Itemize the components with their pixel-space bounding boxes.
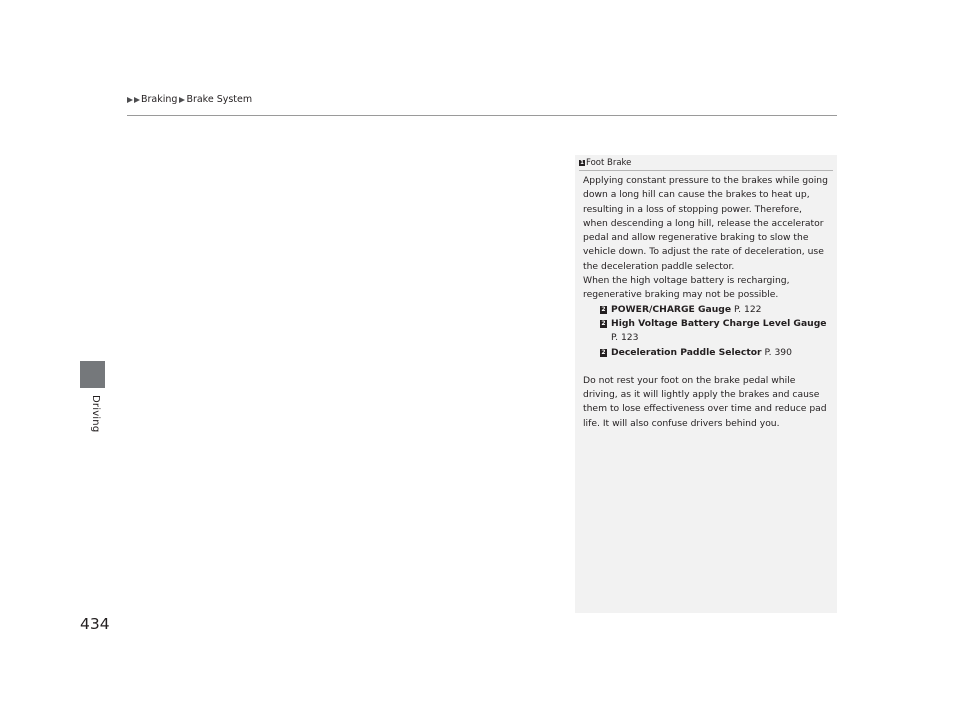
breadcrumb-item-brake-system[interactable]: Brake System bbox=[186, 94, 253, 105]
reference-title[interactable]: Deceleration Paddle Selector bbox=[611, 346, 762, 358]
paragraph: Applying constant pressure to the brakes while going down a long hill can cause the brakes to heat up, resulting in a loss of stopping power. Therefore, when descending a long hill, release the accelerator pedal and allow regenerative braking to slow the vehicle down. To adjust the rate of deceleration, use the deceleration paddle selector. bbox=[583, 175, 828, 272]
header-rule bbox=[127, 115, 837, 116]
arrow-icon bbox=[134, 97, 140, 103]
paragraph: Do not rest your foot on the brake pedal while driving, as it will lightly apply the brakes and cause them to lose effectiveness over time and reduce pad life. It will also confuse drivers behind you. bbox=[583, 374, 827, 429]
note-marker-icon: 1 bbox=[580, 160, 584, 166]
panel-title: Foot Brake bbox=[586, 158, 632, 168]
spacer bbox=[583, 360, 829, 374]
breadcrumb bbox=[127, 94, 254, 105]
arrow-icon bbox=[179, 97, 185, 103]
section-label: Driving bbox=[90, 395, 101, 433]
reference-arrow-icon: 2 bbox=[601, 319, 606, 327]
reference-title[interactable]: POWER/CHARGE Gauge bbox=[611, 303, 732, 315]
panel-body bbox=[575, 171, 837, 431]
reference-title[interactable]: High Voltage Battery Charge Level Gauge bbox=[611, 317, 827, 329]
reference-page[interactable]: P. 390 bbox=[764, 346, 792, 358]
reference-page[interactable]: P. 122 bbox=[734, 303, 762, 315]
cross-reference-paddle-selector[interactable] bbox=[583, 346, 829, 360]
page-number: 434 bbox=[80, 615, 110, 633]
panel-header bbox=[579, 158, 833, 171]
breadcrumb-item-braking[interactable]: Braking bbox=[141, 94, 178, 105]
arrow-icon bbox=[127, 97, 133, 103]
reference-arrow-icon: 2 bbox=[601, 348, 606, 356]
cross-reference-power-charge[interactable] bbox=[583, 303, 829, 317]
reference-arrow-icon: 2 bbox=[601, 305, 606, 313]
side-note-panel bbox=[575, 155, 837, 613]
cross-reference-battery-gauge[interactable] bbox=[583, 317, 829, 331]
section-tab bbox=[80, 361, 105, 388]
paragraph: When the high voltage battery is recharging, regenerative braking may not be possible. bbox=[583, 275, 790, 301]
reference-page[interactable]: P. 123 bbox=[611, 332, 639, 344]
